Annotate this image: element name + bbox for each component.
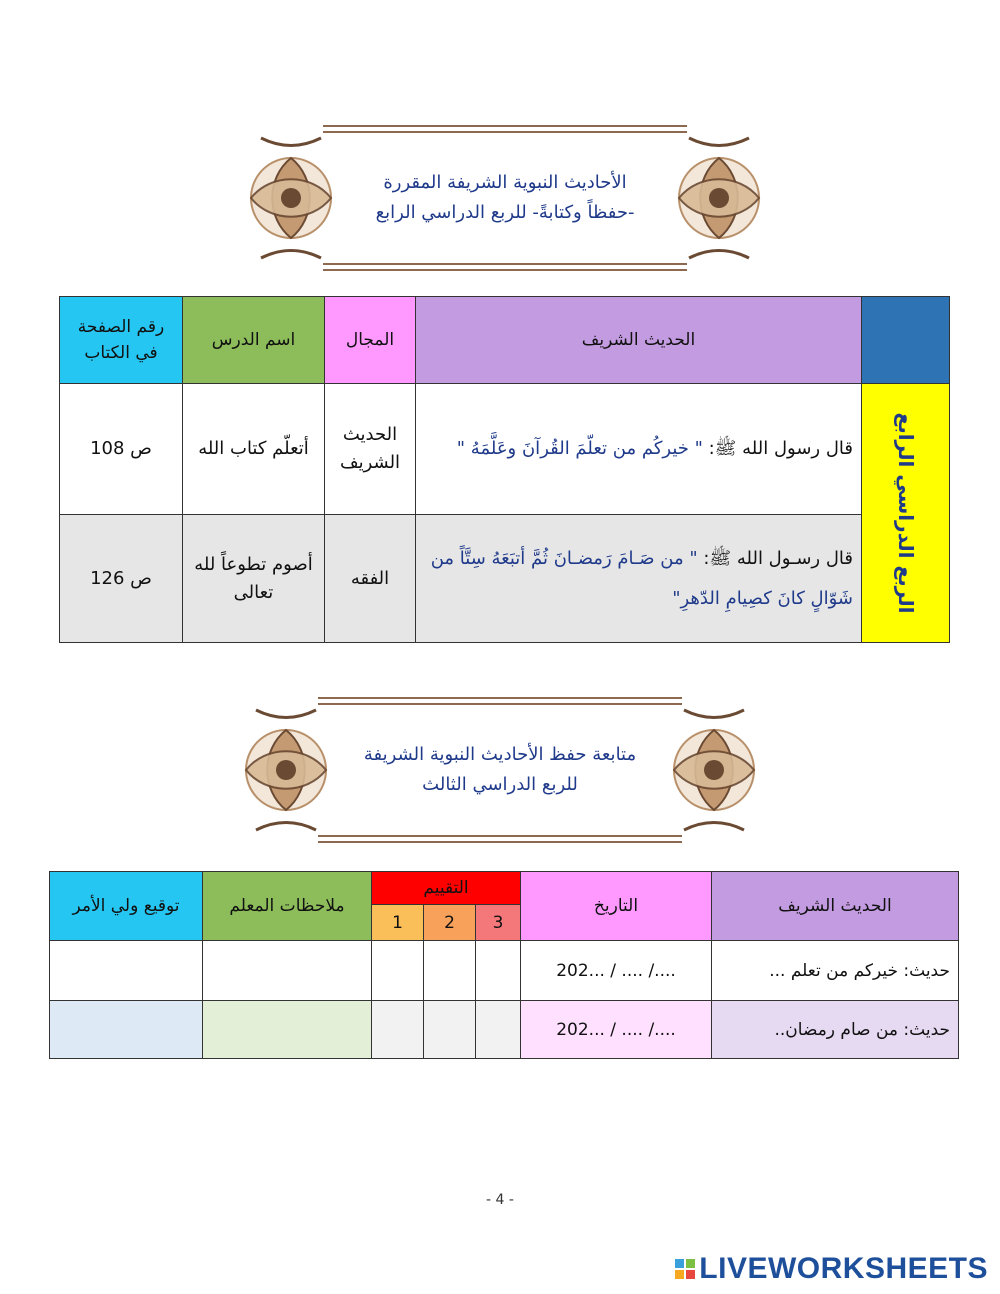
parent-signature-cell[interactable] bbox=[50, 1001, 203, 1059]
table-header-row bbox=[60, 297, 950, 384]
table-row bbox=[60, 515, 950, 643]
field-header: المجال bbox=[325, 297, 416, 384]
table-row bbox=[60, 384, 950, 515]
teacher-notes-cell[interactable] bbox=[203, 941, 372, 1001]
date-cell[interactable]: ..../ .... / ...202 bbox=[521, 941, 712, 1001]
table-row bbox=[50, 941, 959, 1001]
banner-title-line2: للربع الدراسي الثالث bbox=[422, 774, 578, 795]
rating-cell-3[interactable] bbox=[476, 1001, 521, 1059]
banner-title-line1: متابعة حفظ الأحاديث النبوية الشريفة bbox=[363, 744, 637, 765]
rating-cell-1[interactable] bbox=[372, 941, 424, 1001]
hadith-header: الحديث الشريف bbox=[712, 872, 959, 941]
rating-scale-1: 1 bbox=[372, 905, 424, 941]
title-banner-1 bbox=[245, 118, 765, 278]
hadith-header: الحديث الشريف bbox=[416, 297, 862, 384]
rating-header: التقييم bbox=[372, 872, 521, 905]
banner-title-line1: الأحاديث النبوية الشريفة المقررة bbox=[383, 172, 627, 193]
page-header: رقم الصفحة في الكتاب bbox=[60, 297, 183, 384]
hadith-quote: " خيركُم من تعلّمَ القُرآنَ وعَلَّمَهُ " bbox=[456, 438, 703, 459]
hadith-intro: قال رسـول الله ﷺ: bbox=[697, 547, 853, 569]
brand-name: LIVEWORKSHEETS bbox=[699, 1252, 988, 1285]
field-cell: الحديث الشريف bbox=[325, 384, 416, 515]
rating-scale-3: 3 bbox=[476, 905, 521, 941]
date-header: التاريخ bbox=[521, 872, 712, 941]
hadith-cell: حديث: خيركم من تعلم ... bbox=[712, 941, 959, 1001]
hadith-intro: قال رسول الله ﷺ: bbox=[702, 438, 853, 459]
page-number: - 4 - bbox=[486, 1192, 514, 1208]
quarter-label-cell bbox=[862, 384, 950, 643]
quarter-header bbox=[862, 297, 950, 384]
table-row bbox=[50, 1001, 959, 1059]
field-cell: الفقه bbox=[325, 515, 416, 643]
parent-signature-cell[interactable] bbox=[50, 941, 203, 1001]
teacher-notes-header: ملاحظات المعلم bbox=[203, 872, 372, 941]
rating-cell-3[interactable] bbox=[476, 941, 521, 1001]
memorization-tracking-table bbox=[49, 871, 959, 1059]
hadith-quote: " من صَـامَ رَمضـانَ ثُمَّ أتبَعَهُ سِتَّاً من شَوّالٍ كانَ كصِيامِ الدّهرِ" bbox=[430, 547, 853, 609]
lesson-cell: أتعلّم كتاب الله bbox=[183, 384, 325, 515]
quarter-label: الربع الدراسي الرابع bbox=[893, 412, 918, 614]
rating-cell-2[interactable] bbox=[424, 941, 476, 1001]
teacher-notes-cell[interactable] bbox=[203, 1001, 372, 1059]
lesson-header: اسم الدرس bbox=[183, 297, 325, 384]
parent-signature-header: توقيع ولي الأمر bbox=[50, 872, 203, 941]
page-cell: ص 108 bbox=[60, 384, 183, 515]
rating-cell-2[interactable] bbox=[424, 1001, 476, 1059]
hadith-curriculum-table bbox=[59, 296, 950, 643]
table-header-row bbox=[50, 872, 959, 905]
hadith-text bbox=[416, 515, 862, 643]
hadith-text bbox=[416, 384, 862, 515]
lesson-cell: أصوم تطوعاً لله تعالى bbox=[183, 515, 325, 643]
liveworksheets-icon bbox=[675, 1259, 695, 1279]
title-banner-2 bbox=[240, 690, 760, 850]
rating-cell-1[interactable] bbox=[372, 1001, 424, 1059]
banner-title-line2: -حفظاً وكتابةً- للربع الدراسي الرابع bbox=[375, 202, 635, 223]
date-cell[interactable]: ..../ .... / ...202 bbox=[521, 1001, 712, 1059]
brand-logo bbox=[675, 1252, 988, 1286]
rating-scale-2: 2 bbox=[424, 905, 476, 941]
hadith-cell: حديث: من صام رمضان.. bbox=[712, 1001, 959, 1059]
page-cell: ص 126 bbox=[60, 515, 183, 643]
